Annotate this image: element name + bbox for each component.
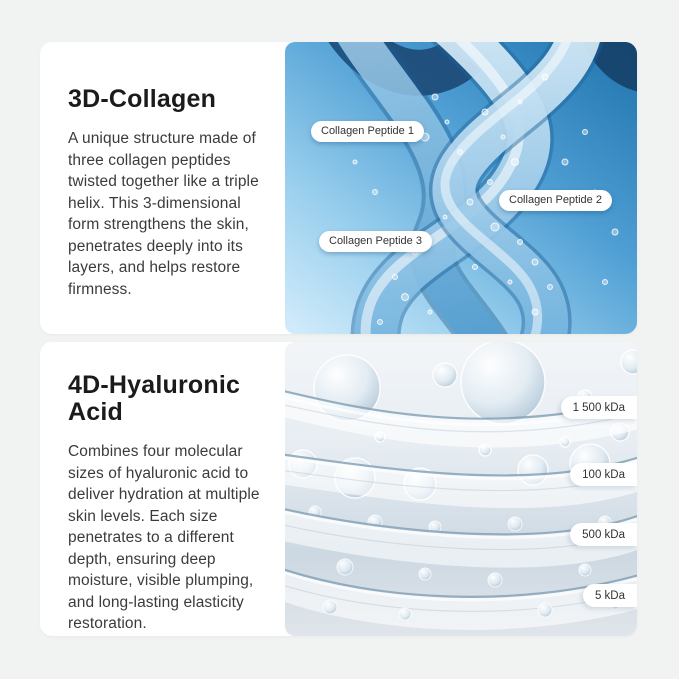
label-5-kda: 5 kDa [583,584,637,607]
collagen-description: A unique structure made of three collagen peptides twisted together like a triple helix. This 3-dimensional form strengthens the skin, penetrates deeply into its layers, and helps restore firmness. [68,130,259,298]
collagen-helix-graphic [285,42,637,334]
label-500-kda: 500 kDa [570,523,637,546]
label-collagen-peptide-1: Collagen Peptide 1 [311,121,424,142]
label-100-kda: 100 kDa [570,463,637,486]
label-collagen-peptide-2: Collagen Peptide 2 [499,190,612,211]
collagen-text-column [68,86,282,300]
card-4d-hyaluronic-acid [40,342,637,636]
collagen-illustration [285,42,637,334]
hyaluronic-title: 4D-Hyaluronic Acid [68,371,241,426]
label-1500-kda: 1 500 kDa [561,396,637,419]
collagen-title: 3D-Collagen [68,85,217,113]
hyaluronic-illustration [285,342,637,636]
label-collagen-peptide-3: Collagen Peptide 3 [319,231,432,252]
hyaluronic-description: Combines four molecular sizes of hyaluronic acid to deliver hydration at multiple skin levels. Each size penetrates to a different depth, ensuring deep moisture, visible plumping, and long-lasting elasticity restoration. [68,443,260,632]
card-3d-collagen [40,42,637,334]
hyaluronic-text-column [68,372,282,635]
